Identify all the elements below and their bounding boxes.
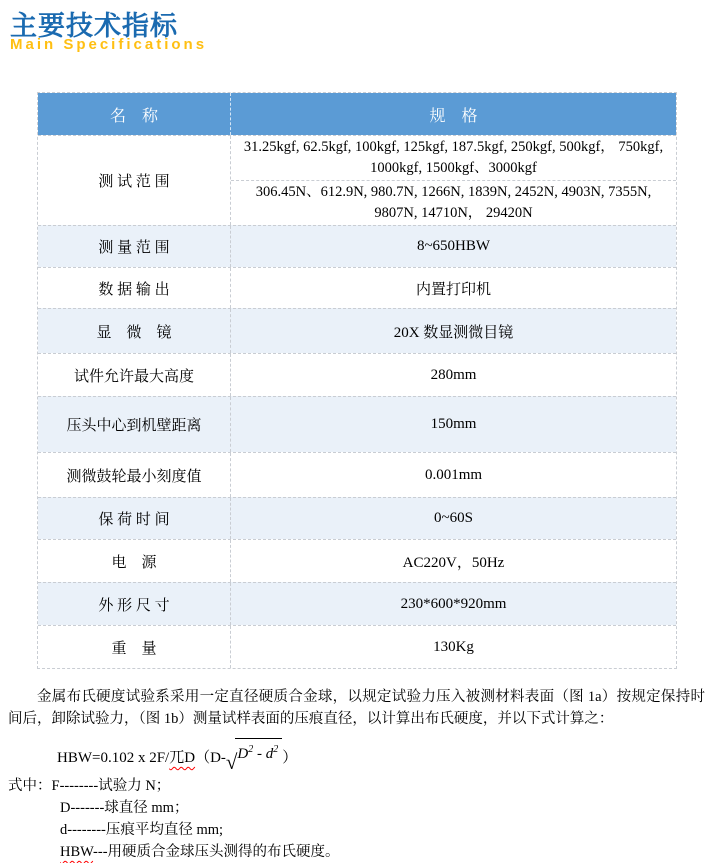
formula-lead: HBW=0.102 x 2F/	[57, 750, 170, 766]
table-row-weight	[38, 625, 676, 668]
table-row-microscope	[38, 308, 676, 353]
spec-label: 保 荷 时 间	[98, 512, 170, 528]
table-row-power-supply	[38, 539, 676, 582]
formula-var-D: D	[237, 746, 249, 762]
legend-line-D: D-------球直径 mm；	[60, 800, 189, 816]
formula-paren-open: （D-	[195, 750, 226, 766]
formula-paren-close: ）	[282, 750, 298, 766]
legend-line-f	[8, 775, 705, 797]
spec-label: 电 源	[111, 554, 157, 571]
formula-exp-d: 2	[273, 744, 279, 755]
table-row-dwell-time	[38, 497, 676, 539]
page-title: 主要技术指标	[10, 11, 178, 41]
spec-label: 重 量	[111, 640, 157, 657]
table-row-throat-depth	[38, 396, 676, 452]
table-row-max-specimen-height	[38, 353, 676, 396]
spec-value: 150mm	[230, 397, 676, 452]
table-row-min-graduation	[38, 452, 676, 497]
legend-hbw-term: HBW	[60, 844, 94, 860]
table-header-row	[38, 93, 676, 135]
formula-legend	[8, 775, 705, 863]
spec-table	[37, 92, 677, 669]
hbw-formula	[57, 739, 705, 774]
test-range-kgf: 31.25kgf, 62.5kgf, 100kgf, 125kgf, 187.5kgf, 250kgf, 500kgf， 750kgf, 1000kgf, 1500kgf、3000kgf	[243, 139, 664, 176]
legend-line-hbw	[60, 841, 705, 863]
spec-value: 130Kg	[230, 626, 676, 668]
column-header-name: 名 称	[109, 107, 158, 125]
spec-value: 0.001mm	[230, 453, 676, 497]
description-paragraph: 金属布氏硬度试验系采用一定直径硬质合金球，以规定试验力压入被测材料表面（图 1a）按规定保持时间后，卸除试验力，（图 1b）测量试样表面的压痕直径，以计算出布氏硬度，并以下式计算之：	[8, 689, 705, 727]
sqrt-sign: √	[225, 750, 238, 774]
table-row-dimensions	[38, 582, 676, 625]
spec-label: 测 试 范 围	[98, 174, 170, 190]
formula-radicand	[235, 738, 282, 765]
spec-value: 内置打印机	[230, 268, 676, 308]
legend-line-d: d--------压痕平均直径 mm;	[60, 822, 224, 838]
formula-exp-D: 2	[248, 744, 254, 755]
spec-label: 试件允许最大高度	[73, 368, 194, 385]
legend-hbw-rest: ---用硬质合金球压头测得的布氏硬度。	[93, 844, 340, 860]
spec-value: 230*600*920mm	[230, 583, 676, 625]
legend-f: F--------试验力 N；	[51, 778, 171, 794]
spec-label: 测 量 范 围	[98, 240, 170, 256]
table-row-test-range	[38, 135, 676, 225]
page-subtitle: Main Specifications	[10, 36, 208, 53]
column-header-spec: 规 格	[230, 93, 676, 135]
spec-value: 0~60S	[230, 498, 676, 539]
formula-var-d: d	[265, 746, 274, 762]
spec-value: AC220V，50Hz	[230, 540, 676, 582]
formula-minus: -	[253, 746, 266, 762]
spec-value: 280mm	[230, 354, 676, 396]
legend-intro: 式中：	[8, 778, 52, 794]
description-section	[8, 686, 705, 863]
spec-label: 数 据 输 出	[98, 281, 170, 298]
test-range-newton: 306.45N、612.9N, 980.7N, 1266N, 1839N, 2452N, 4903N, 7355N, 9807N, 14710N， 29420N	[231, 180, 676, 225]
spec-value: 20X 数显测微目镜	[230, 309, 676, 353]
spec-value: 8~650HBW	[230, 226, 676, 267]
table-row-data-output	[38, 267, 676, 308]
spec-label: 压头中心到机壁距离	[66, 418, 202, 434]
spec-value-group	[230, 136, 676, 225]
formula-pi-d: 兀D	[169, 750, 196, 766]
table-row-measuring-range	[38, 225, 676, 267]
spec-label: 测微鼓轮最小刻度值	[66, 468, 202, 485]
spec-label: 外 形 尺 寸	[98, 597, 170, 614]
spec-label: 显 微 镜	[96, 324, 172, 341]
